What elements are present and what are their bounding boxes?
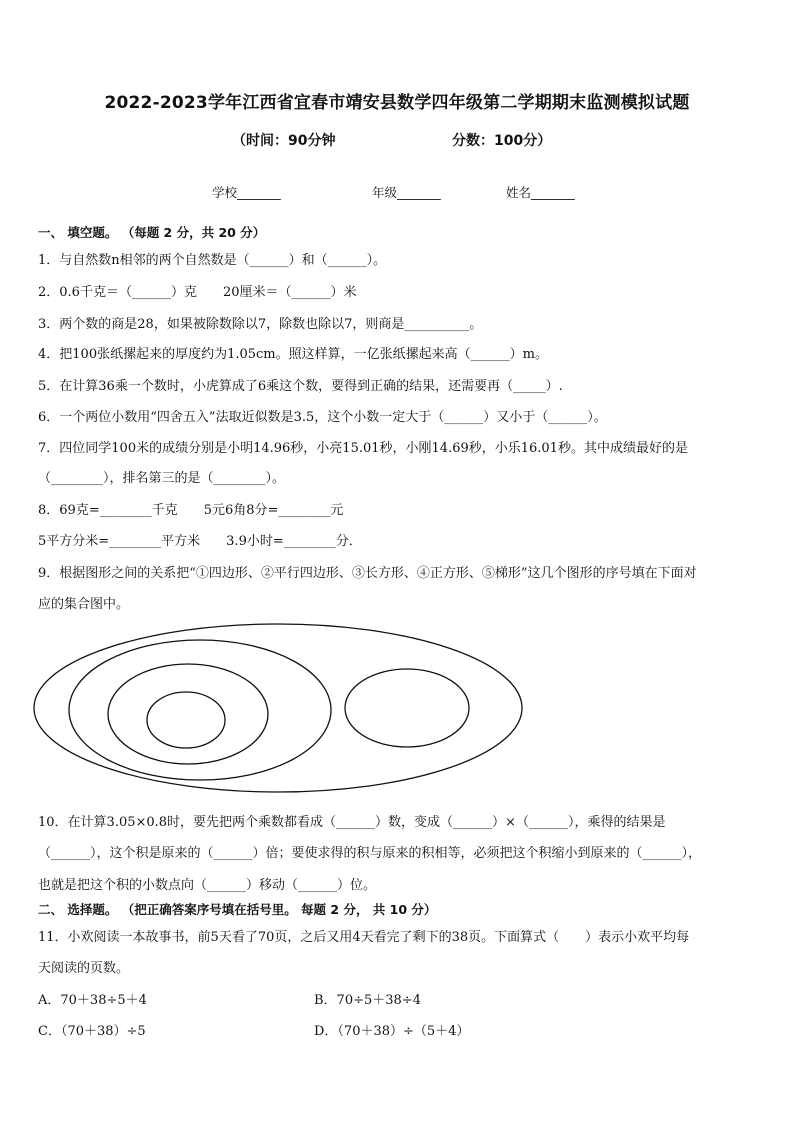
section-heading-fill-in: 一、 填空题。 （每题 2 分，共 20 分） xyxy=(38,225,266,240)
grade-field: 年级_______ xyxy=(372,185,441,200)
page-title: 2022-2023学年江西省宜春市靖安县数学四年级第二学期期末监测模拟试题 xyxy=(104,93,690,113)
exam-score: 分数：100分） xyxy=(452,133,552,149)
option-b: B．70÷5＋38÷4 xyxy=(314,993,421,1008)
question-2: 2．0.6千克＝（______）克 20厘米＝（______）米 xyxy=(38,285,357,300)
exam-time: （时间：90分钟 xyxy=(232,133,336,149)
set-diagram xyxy=(30,620,530,798)
question-6: 6．一个两位小数用“四舍五入”法取近似数是3.5，这个小数一定大于（______）又小于（______）。 xyxy=(38,410,607,425)
question-10-line1: 10．在计算3.05×0.8时，要先把两个乘数都看成（______）数，变成（______）×（______），乘得的结果是 xyxy=(38,815,666,830)
question-5: 5．在计算36乘一个数时，小虎算成了6乘这个数，要得到正确的结果，还需要再（_____）. xyxy=(38,379,563,394)
question-7-line1: 7．四位同学100米的成绩分别是小明14.96秒，小亮15.01秒，小刚14.69秒，小乐16.01秒。其中成绩最好的是 xyxy=(38,441,688,456)
section-heading-choice: 二、 选择题。 （把正确答案序号填在括号里。 每题 2 分， 共 10 分） xyxy=(38,902,437,917)
option-c: C．（70＋38）÷5 xyxy=(38,1024,146,1039)
school-field: 学校_______ xyxy=(212,185,281,200)
question-8-line2: 5平方分米=________平方米 3.9小时=________分． xyxy=(38,534,362,549)
middle-set-ellipse xyxy=(108,664,268,764)
question-7-line2: （________），排名第三的是（________）。 xyxy=(38,471,286,486)
option-d: D．（70＋38）÷（5＋4） xyxy=(314,1024,470,1039)
question-10-line2: （______），这个积是原来的（______）倍；要使求得的积与原来的积相等，必须把这个积缩小到原来的（______）， xyxy=(38,846,702,861)
inner-set-ellipse xyxy=(147,692,225,748)
question-4: 4．把100张纸摞起来的厚度约为1.05cm。照这样算，一亿张纸摞起来高（______）m。 xyxy=(38,347,548,362)
question-1: 1．与自然数n相邻的两个自然数是（______）和（______）。 xyxy=(38,253,387,268)
question-8-line1: 8．69克=________千克 5元6角8分=________元 xyxy=(38,503,344,518)
option-a: A．70＋38÷5＋4 xyxy=(38,993,147,1008)
question-11-line1: 11．小欢阅读一本故事书，前5天看了70页，之后又用4天看完了剩下的38页。下面算式（ ）表示小欢平均每 xyxy=(38,930,690,945)
question-9-line2: 应的集合图中。 xyxy=(38,597,130,612)
question-11-line2: 天阅读的页数。 xyxy=(38,961,130,976)
name-field: 姓名_______ xyxy=(506,185,575,200)
question-9-line1: 9．根据图形之间的关系把“①四边形、②平行四边形、③长方形、④正方形、⑤梯形”这几个图形的序号填在下面对 xyxy=(38,566,697,581)
separate-set-ellipse xyxy=(345,669,469,747)
question-10-line3: 也就是把这个积的小数点向（______）移动（______）位。 xyxy=(38,878,377,893)
question-3: 3．两个数的商是28，如果被除数除以7，除数也除以7，则商是__________。 xyxy=(38,317,483,332)
